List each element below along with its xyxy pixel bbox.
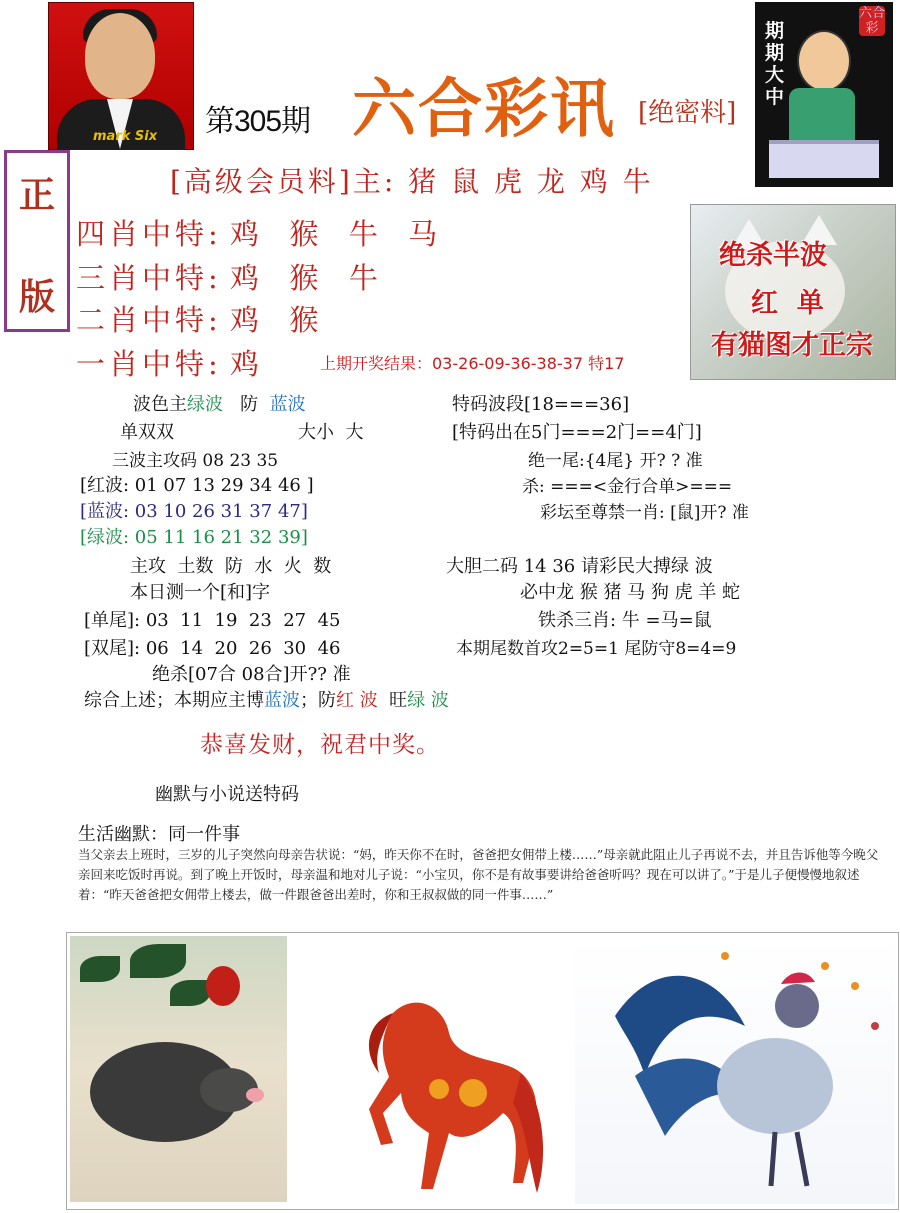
special-label-3: 三肖中特: xyxy=(76,261,222,295)
special-label-1: 一肖中特: xyxy=(76,347,222,381)
wave-prefix: 波色主 xyxy=(133,394,187,415)
summary-prefix: 综合上述；本期应主博 xyxy=(84,690,264,711)
page-subtitle: [绝密料] xyxy=(638,98,737,128)
special-label-4: 四肖中特: xyxy=(76,217,222,251)
cat-line-3: 有猫图才正宗 xyxy=(711,330,873,361)
daily-word: 本日测一个[和]字 xyxy=(130,582,271,603)
congrats: 恭喜发财，祝君中奖。 xyxy=(200,732,440,758)
red-wave: [红波: 01 07 13 29 34 46 ] xyxy=(80,475,314,496)
summary-hot: 绿 波 xyxy=(407,690,449,711)
bold-two: 大胆二码 14 36 请彩民大搏绿 波 xyxy=(446,556,713,577)
portrait-brand: mark Six xyxy=(93,129,158,144)
portrait-photo xyxy=(48,2,194,150)
double-tail: [双尾]: 06 14 20 26 30 46 xyxy=(84,638,341,659)
pig-painting xyxy=(70,936,287,1202)
special-label-2: 二肖中特: xyxy=(76,303,222,337)
cat-line-2: 红 单 xyxy=(751,288,824,319)
humor-heading: 幽默与小说送特码 xyxy=(155,784,299,805)
summary-guard: 红 波 xyxy=(336,690,378,711)
zodiac-pictures xyxy=(66,932,899,1210)
ban-char: 版 xyxy=(19,276,56,318)
forum: 彩坛至尊禁一肖: [鼠]开? 准 xyxy=(540,503,749,523)
page-title: 六合彩讯 xyxy=(352,72,616,147)
wave-guard: 蓝波 xyxy=(269,394,306,415)
zhengban-box xyxy=(4,150,70,332)
summary-mid: ；防 xyxy=(300,690,336,711)
cartoon-left-text: 期期大中 xyxy=(765,20,785,108)
green-wave: [绿波: 05 11 16 21 32 39] xyxy=(80,527,308,548)
segment: 特码波段[18===36] xyxy=(452,394,630,415)
last-result: 上期开奖结果：03-26-09-36-38-37 特17 xyxy=(320,354,625,373)
blue-wave: [蓝波: 03 10 26 31 37 47] xyxy=(80,501,308,522)
wave-line xyxy=(133,390,306,416)
special-value-2: 鸡 猴 xyxy=(230,303,323,337)
cat-promo-image xyxy=(690,204,896,380)
zheng-char: 正 xyxy=(19,174,56,216)
special-value-4: 鸡 猴 牛 马 xyxy=(230,217,442,251)
wave-main: 绿波 xyxy=(187,394,223,415)
must-hit: 必中龙 猴 猪 马 狗 虎 羊 蛇 xyxy=(520,582,741,603)
cat-line-1: 绝杀半波 xyxy=(719,240,827,271)
three-wave: 三波主攻码 08 23 35 xyxy=(112,451,279,471)
cartoon-image xyxy=(755,2,893,187)
issue-number: 第305期 xyxy=(205,105,311,138)
odd-even: 单双双 xyxy=(120,422,174,443)
horse-illustration xyxy=(353,993,549,1199)
special-value-3: 鸡 猴 牛 xyxy=(230,261,382,295)
summary-sep: 旺 xyxy=(377,690,408,711)
size: 大小 大 xyxy=(298,422,364,443)
summary-main: 蓝波 xyxy=(264,690,300,711)
special-value-1: 鸡 xyxy=(230,347,264,381)
summary-line xyxy=(84,686,449,712)
wave-guard-label: 防 xyxy=(240,394,259,415)
rooster-painting xyxy=(575,936,895,1204)
tail: 绝一尾:{4尾} 开? ? 准 xyxy=(528,451,703,471)
door: [特码出在5门===2门==4门] xyxy=(452,422,702,443)
kill-combo: 绝杀[07合 08合]开?? 准 xyxy=(152,664,351,685)
story-text: 当父亲去上班时，三岁的儿子突然向母亲告状说：“妈，昨天你不在时，爸爸把女佣带上楼……”母亲就此阻止儿子再说不去，并且告诉他等今晚父亲回来吃饭时再说。到了晚上开饭时，母亲温和地对儿子说：“小宝贝，你不是有故事要讲给爸爸听吗？现在可以讲了。”于是儿子便慢慢地叙述着：“昨天爸爸把女佣带上楼去，做一件跟爸爸出差时，你和王叔叔做的同一件事……” xyxy=(78,847,879,902)
kill: 杀: ===<金行合单>=== xyxy=(522,477,733,497)
member-line: [高级会员料]主: 猪 鼠 虎 龙 鸡 牛 xyxy=(170,165,654,198)
tail-attack: 本期尾数首攻2=5=1 尾防守8=4=9 xyxy=(456,639,737,659)
iron-kill: 铁杀三肖: 牛 =马=鼠 xyxy=(538,610,712,631)
attack: 主攻 土数 防 水 火 数 xyxy=(130,556,332,577)
cartoon-right-text: 六合彩 xyxy=(859,6,886,36)
single-tail: [单尾]: 03 11 19 23 27 45 xyxy=(84,610,341,631)
story-title: 生活幽默：同一件事 xyxy=(78,824,240,845)
